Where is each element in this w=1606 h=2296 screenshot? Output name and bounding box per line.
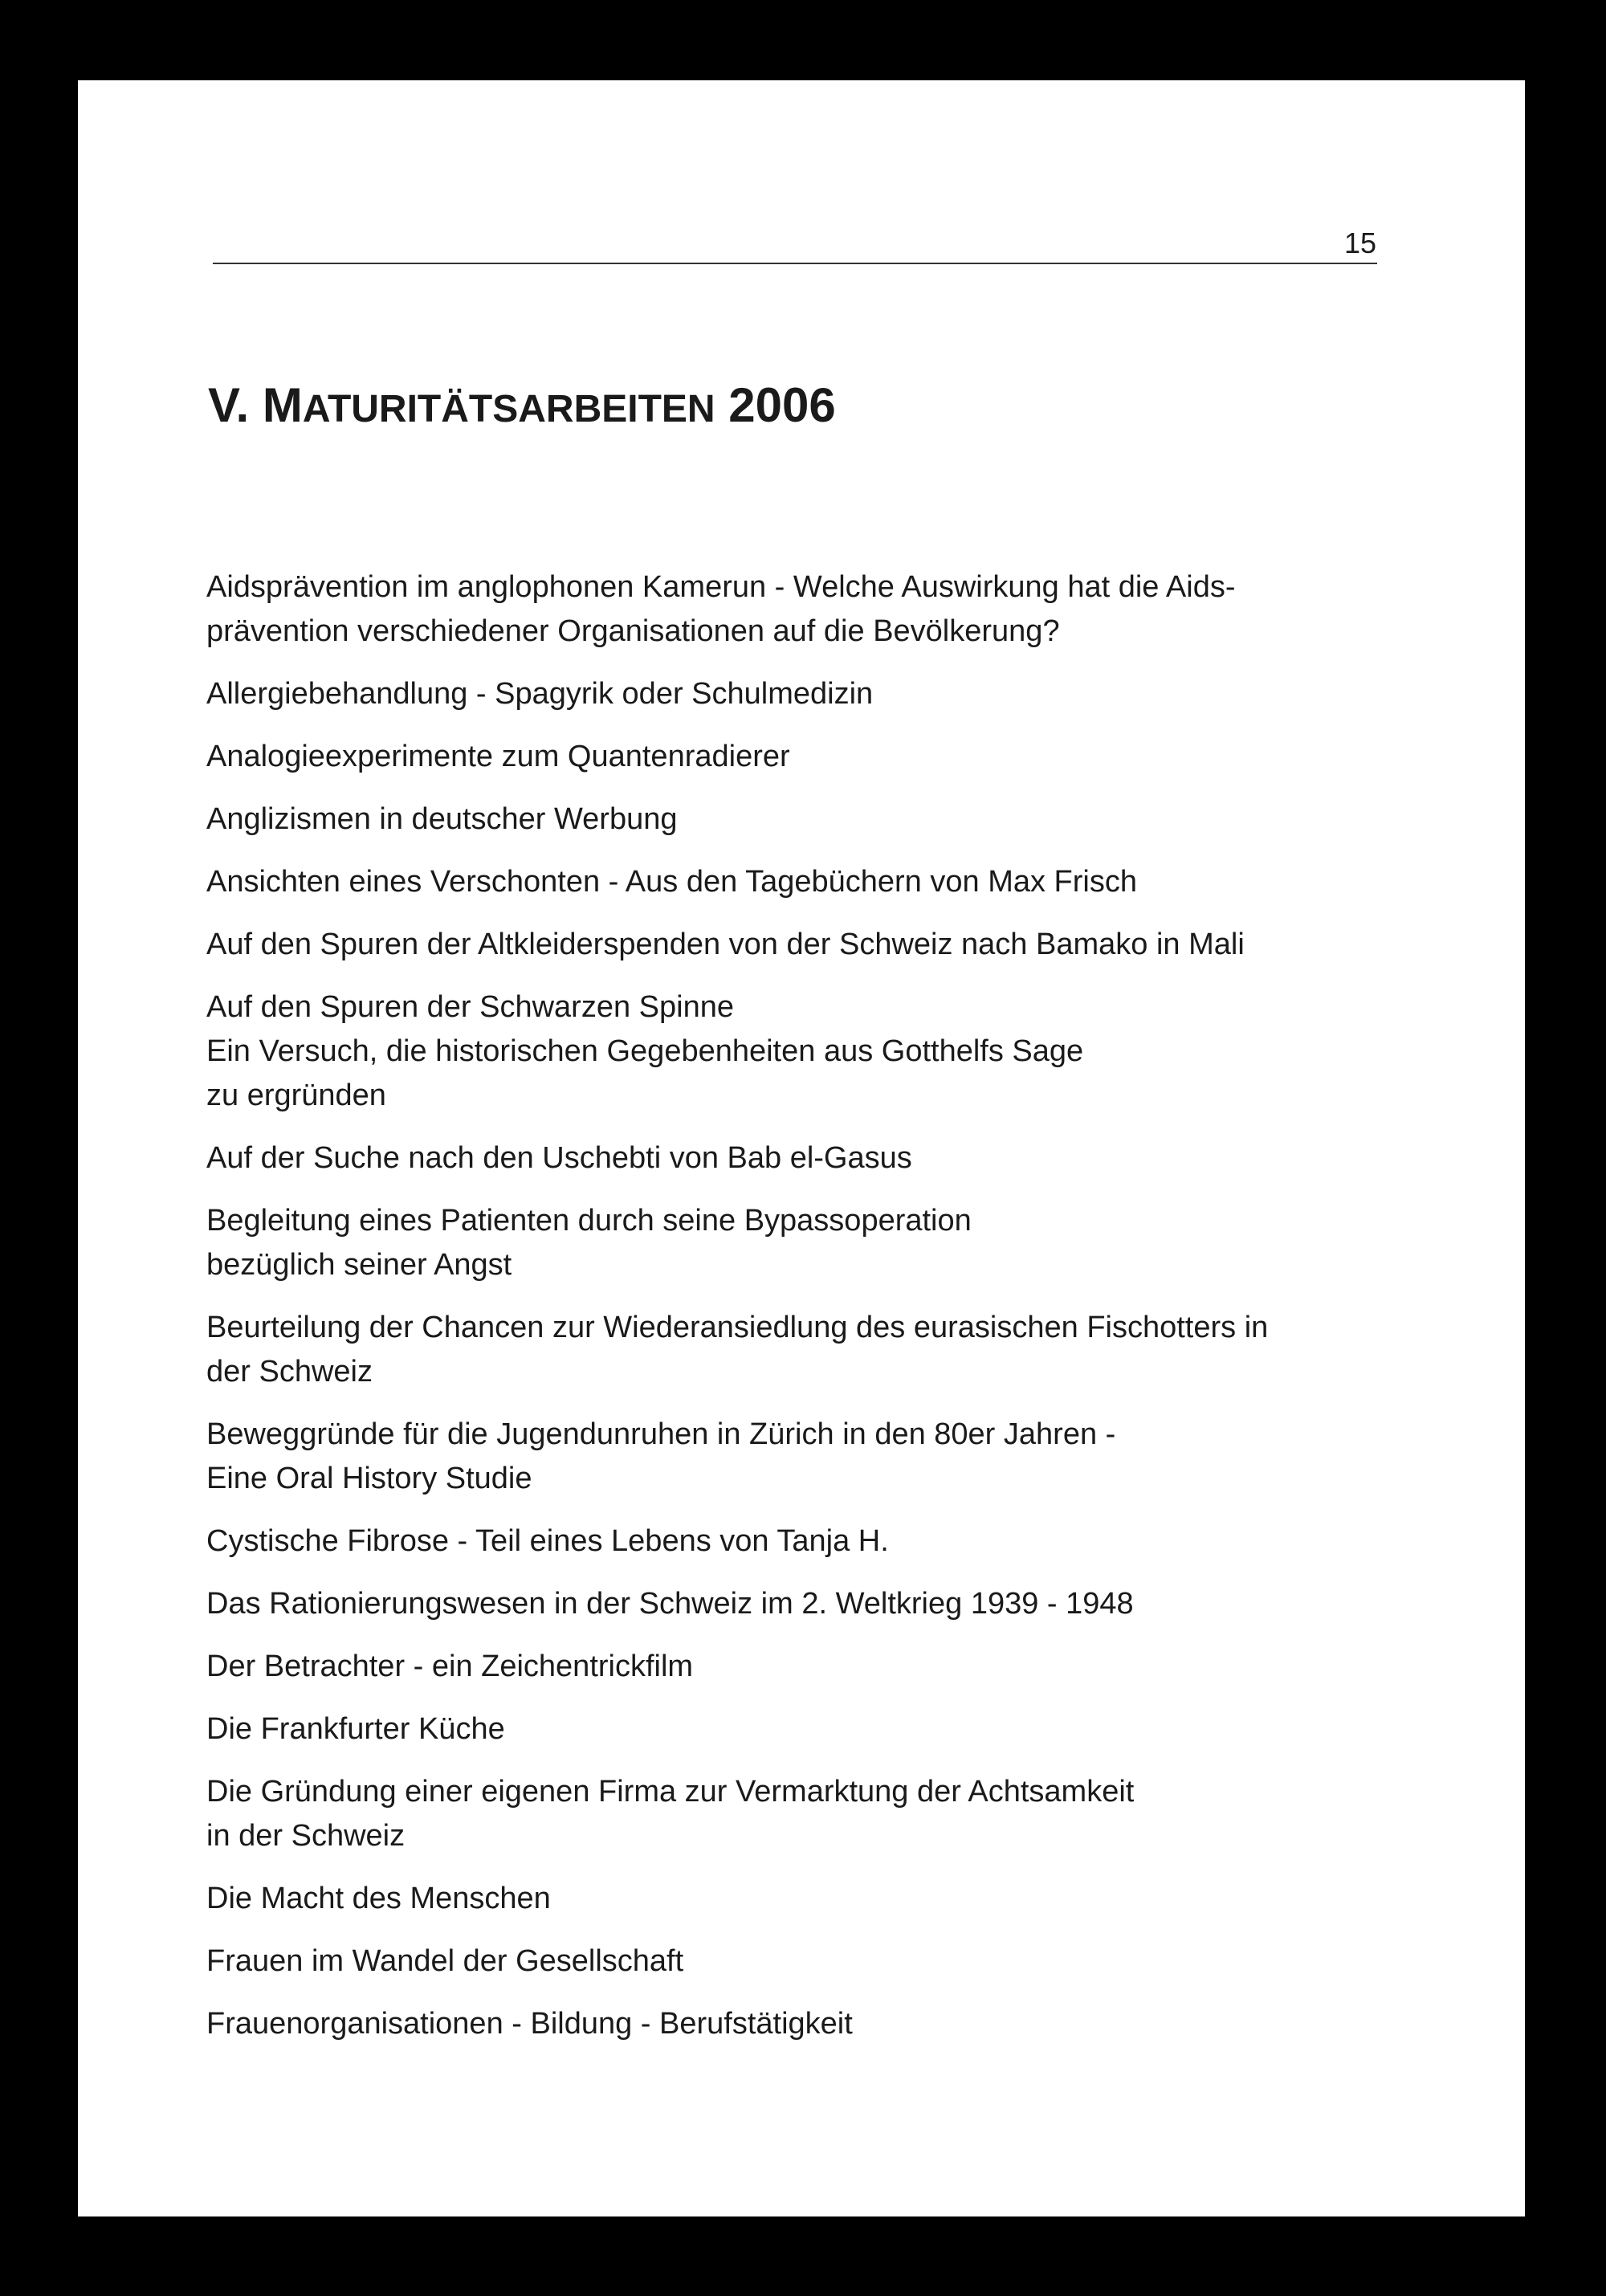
- entry-item: [206, 1877, 1411, 1921]
- entry-item: [206, 923, 1411, 967]
- entry-item: [206, 1519, 1411, 1564]
- entry-item: [206, 860, 1411, 904]
- entry-item: [206, 565, 1411, 654]
- entry-line: Beurteilung der Chancen zur Wiederansiedlung des eurasischen Fischotters in: [206, 1311, 1269, 1344]
- entry-line: in der Schweiz: [206, 1819, 406, 1853]
- entry-item: [206, 1306, 1411, 1394]
- entry-line: Auf der Suche nach den Uschebti von Bab el-Gasus: [206, 1141, 912, 1175]
- entry-list: [206, 565, 1411, 2065]
- entry-item: [206, 1136, 1411, 1181]
- entry-item: [206, 1939, 1411, 1984]
- entry-item: [206, 1645, 1411, 1689]
- entry-item: [206, 985, 1411, 1118]
- entry-line: Analogieexperimente zum Quantenradierer: [206, 740, 790, 773]
- entry-line: Frauen im Wandel der Gesellschaft: [206, 1944, 684, 1978]
- entry-line: Ansichten eines Verschonten - Aus den Tagebüchern von Max Frisch: [206, 865, 1137, 899]
- entry-line: Auf den Spuren der Schwarzen Spinne: [206, 990, 734, 1024]
- page-number: 15: [1343, 226, 1376, 259]
- entry-line: Die Frankfurter Küche: [206, 1712, 505, 1746]
- header-rule: [213, 263, 1377, 264]
- entry-line: Allergiebehandlung - Spagyrik oder Schulmedizin: [206, 677, 874, 711]
- entry-line: der Schweiz: [206, 1355, 373, 1389]
- chapter-year: 2006: [728, 378, 836, 432]
- entry-line: Anglizismen in deutscher Werbung: [206, 802, 678, 836]
- entry-line: Aidsprävention im anglophonen Kamerun - Welche Auswirkung hat die Aids-: [206, 570, 1236, 604]
- entry-line: Der Betrachter - ein Zeichentrickfilm: [206, 1650, 694, 1683]
- entry-line: Die Gründung einer eigenen Firma zur Vermarktung der Achtsamkeit: [206, 1775, 1135, 1809]
- entry-item: [206, 1582, 1411, 1626]
- entry-line: zu ergründen: [206, 1079, 386, 1112]
- entry-line: Cystische Fibrose - Teil eines Lebens von Tanja H.: [206, 1524, 889, 1558]
- entry-line: Die Macht des Menschen: [206, 1882, 551, 1915]
- entry-item: [206, 1770, 1411, 1858]
- entry-item: [206, 1413, 1411, 1501]
- entry-item: [206, 735, 1411, 779]
- entry-item: [206, 2002, 1411, 2046]
- entry-line: Das Rationierungswesen in der Schweiz im 2. Weltkrieg 1939 - 1948: [206, 1587, 1134, 1621]
- entry-item: [206, 797, 1411, 842]
- document-page: [78, 80, 1525, 2216]
- entry-line: Ein Versuch, die historischen Gegebenheiten aus Gotthelfs Sage: [206, 1034, 1084, 1068]
- entry-line: Auf den Spuren der Altkleiderspenden von der Schweiz nach Bamako in Mali: [206, 928, 1245, 961]
- chapter-title-initial: M: [262, 378, 303, 432]
- entry-line: Begleitung eines Patienten durch seine Bypassoperation: [206, 1204, 972, 1238]
- entry-line: Beweggründe für die Jugendunruhen in Zürich in den 80er Jahren -: [206, 1417, 1116, 1451]
- chapter-title-smallcaps: ATURITÄTSARBEITEN: [302, 388, 715, 430]
- entry-item: [206, 672, 1411, 716]
- entry-line: Frauenorganisationen - Bildung - Berufstätigkeit: [206, 2007, 853, 2041]
- entry-line: prävention verschiedener Organisationen auf die Bevölkerung?: [206, 614, 1060, 648]
- entry-line: Eine Oral History Studie: [206, 1462, 532, 1495]
- chapter-numeral: V.: [208, 378, 250, 432]
- entry-item: [206, 1199, 1411, 1287]
- entry-item: [206, 1707, 1411, 1752]
- chapter-title: [208, 373, 836, 442]
- entry-line: bezüglich seiner Angst: [206, 1248, 512, 1282]
